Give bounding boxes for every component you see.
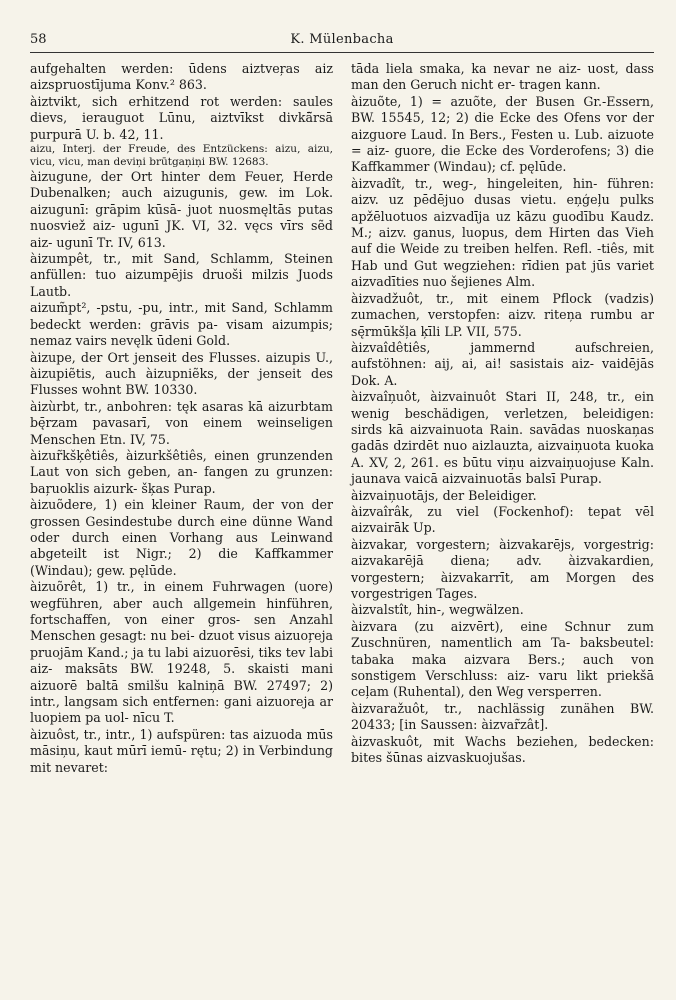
entry-r11: àizvaražuôt, tr., nachlässig zunähen BW. 20433; [in Saussen: àizvar̃zât]. (351, 700, 654, 733)
entry-r5: àizvaîņuôt, àizvainuôt Stari II, 248, tr., ein wenig beschädigen, verletzen, beleidigen: sirds kā aizvainuota Rain. savādas nuoskaņas gadās dzirdēt nuo aizlauzta, aizvaiņuota kuoka A. XV, 2, 261. es būtu viņu aizvaiņuojuse Kaln. jaunava vaicā aizvainuotās balsī Purap. (351, 389, 654, 487)
running-title: K. Mülenbacha (290, 32, 394, 47)
entry-l1: àiztvikt, sich erhitzend rot werden: saules dievs, ierauguot Lūnu, aiztvīkst divkā̃rsā purpurā U. b. 42, 11. (30, 93, 333, 142)
page-header (30, 30, 654, 53)
entry-r1: àizuõte, 1) = azuõte, der Busen Gr.-Essern, BW. 15545, 12; 2) die Ecke des Ofens vor der aizguore Laud. In Bers., Festen u. Lub. aizuote = aiz- guore, die Ecke des Vorderofens; 3) die Kaffkammer (Windau); cf. pęlūde. (351, 93, 654, 175)
right-column (351, 61, 654, 776)
entry-r3: àizvadžuôt, tr., mit einem Pflock (vadzis) zumachen, verstopfen: aizv. riteņa rumbu ar sę̄rmūkšļa ķīli LP. VII, 575. (351, 290, 654, 339)
entry-l11: àizuôst, tr., intr., 1) aufspüren: tas aizuoda mūs māsiņu, kaut mūrī iemū- rętu; 2) in Verbindung mit nevaret: (30, 726, 333, 775)
entry-r10: àizvara (zu aizvērt), eine Schnur zum Zuschnüren, namentlich am Ta- baksbeutel: tabaka maka aizvara Bers.; auch von sonstigem Verschluss: aiz- varu likt priekšā ceļam (Ruhental), den Weg versperren. (351, 618, 654, 700)
entry-r2: àizvadît, tr., weg-, hingeleiten, hin- führen: aizv. uz pēdējuo dusas vietu. eņģeļu pulks apžēluotuos aizvadīja uz kāzu guodību Kaudz. M.; aizv. ganus, luopus, dem Hirten das Vieh auf die Weide zu treiben helfen. Refl. -tiês, mit Hab und Gut wegziehen: rīdien pat jūs variet aizvadīties nuo šejienes Alm. (351, 175, 654, 290)
entry-l9: àizuõdere, 1) ein kleiner Raum, der von der grossen Gesindestube durch eine dünne Wand oder durch einen Vorhang aus Leinwand abgeteilt ist Nigr.; 2) die Kaffkammer (Windau); gew. pęlūde. (30, 497, 333, 578)
columns (30, 61, 654, 776)
page-number: 58 (30, 32, 47, 47)
entry-r9: àizvalstît, hin-, wegwälzen. (351, 602, 524, 618)
left-column (30, 61, 333, 776)
entry-l7: àizùrbt, tr., anbohren: tęk asaras kā aizurbtam bę̄rzam pavasarī, von einem weinseligen Menschen Etn. IV, 75. (30, 398, 333, 447)
entry-l8: àizur̃kšķêtiês, àizurkšêtiês, einen grunzenden Laut von sich geben, an- fangen zu grunzen: baŗuoklis aizurk- šķas Purap. (30, 447, 333, 496)
entry-r12: àizvaskuôt, mit Wachs beziehen, bedecken: bites šūnas aizvaskuojušas. (351, 733, 654, 766)
entry-l10: àizuõrêt, 1) tr., in einem Fuhrwagen (uore) wegführen, aber auch allgemein hinführen, fortschaffen, von einer gros- sen Anzahl Menschen gesagt: nu bei- dzuot visus aizuoŗeja pruojām Kand.; ja tu labi aizuorēsi, tiks tev labi aiz- maksāts BW. 19248, 5. skaisti mani aizuorē baltā smilšu kalniņā BW. 27497; 2) intr., langsam sich entfernen: gani aizuoreja ar luopiem pa uol- nīcu T. (30, 579, 333, 726)
entry-l3: àizugune, der Ort hinter dem Feuer, Herde Dubenalken; auch aizugunis, gew. im Lok. aizugunī: grāpim kūsā- juot nuosmęltās putas nuosviež aiz- ugunī JK. VI, 32. vęcs vīrs sẽd aiz- ugunī Tr. IV, 613. (30, 169, 333, 250)
entry-l6: àizupe, der Ort jenseit des Flusses. aizupis U., àizupiẽtis, auch àizupniẽks, der jenseit des Flusses wohnt BW. 10330. (30, 349, 333, 398)
entry-r0: tāda liela smaka, ka nevar ne aiz- uost, dass man den Geruch nicht er- tragen kann. (351, 61, 654, 93)
entry-l0: aufgehalten werden: ūdens aiztveŗas aiz aizspruostījuma Konv.² 863. (30, 61, 333, 93)
entry-r4: àizvaîdêtiês, jammernd aufschreien, aufstöhnen: aij, ai, ai! sasistais aiz- vaidējās Dok. A. (351, 339, 654, 388)
entry-r8: àizvakar, vorgestern; àizvakarējs, vorgestrig: aizvakarējā diena; adv. àizvakardien, vorgestern; àizvakarrīt, am Morgen des vorgestrigen Tages. (351, 536, 654, 601)
entry-l2: aizu, Interj. der Freude, des Entzückens: aizu, aizu, vicu, vicu, man deviņi brūtgaņiņi BW. 12683. (30, 143, 333, 169)
entry-r7: àizvaîrâk, zu viel (Fockenhof): tepat vēl aizvairāk Up. (351, 503, 654, 536)
entry-r6: àizvaiņuotājs, der Beleidiger. (351, 487, 537, 503)
entry-l5: aizum̃pt², -pstu, -pu, intr., mit Sand, Schlamm bedeckt werden: grāvis pa- visam aizumpis; nemaz vairs nevęlk ūdeni Gold. (30, 300, 333, 349)
entry-l4: àizumpêt, tr., mit Sand, Schlamm, Steinen anfüllen: tuo aizumpējis druoši milzis Juods Lautb. (30, 251, 333, 299)
